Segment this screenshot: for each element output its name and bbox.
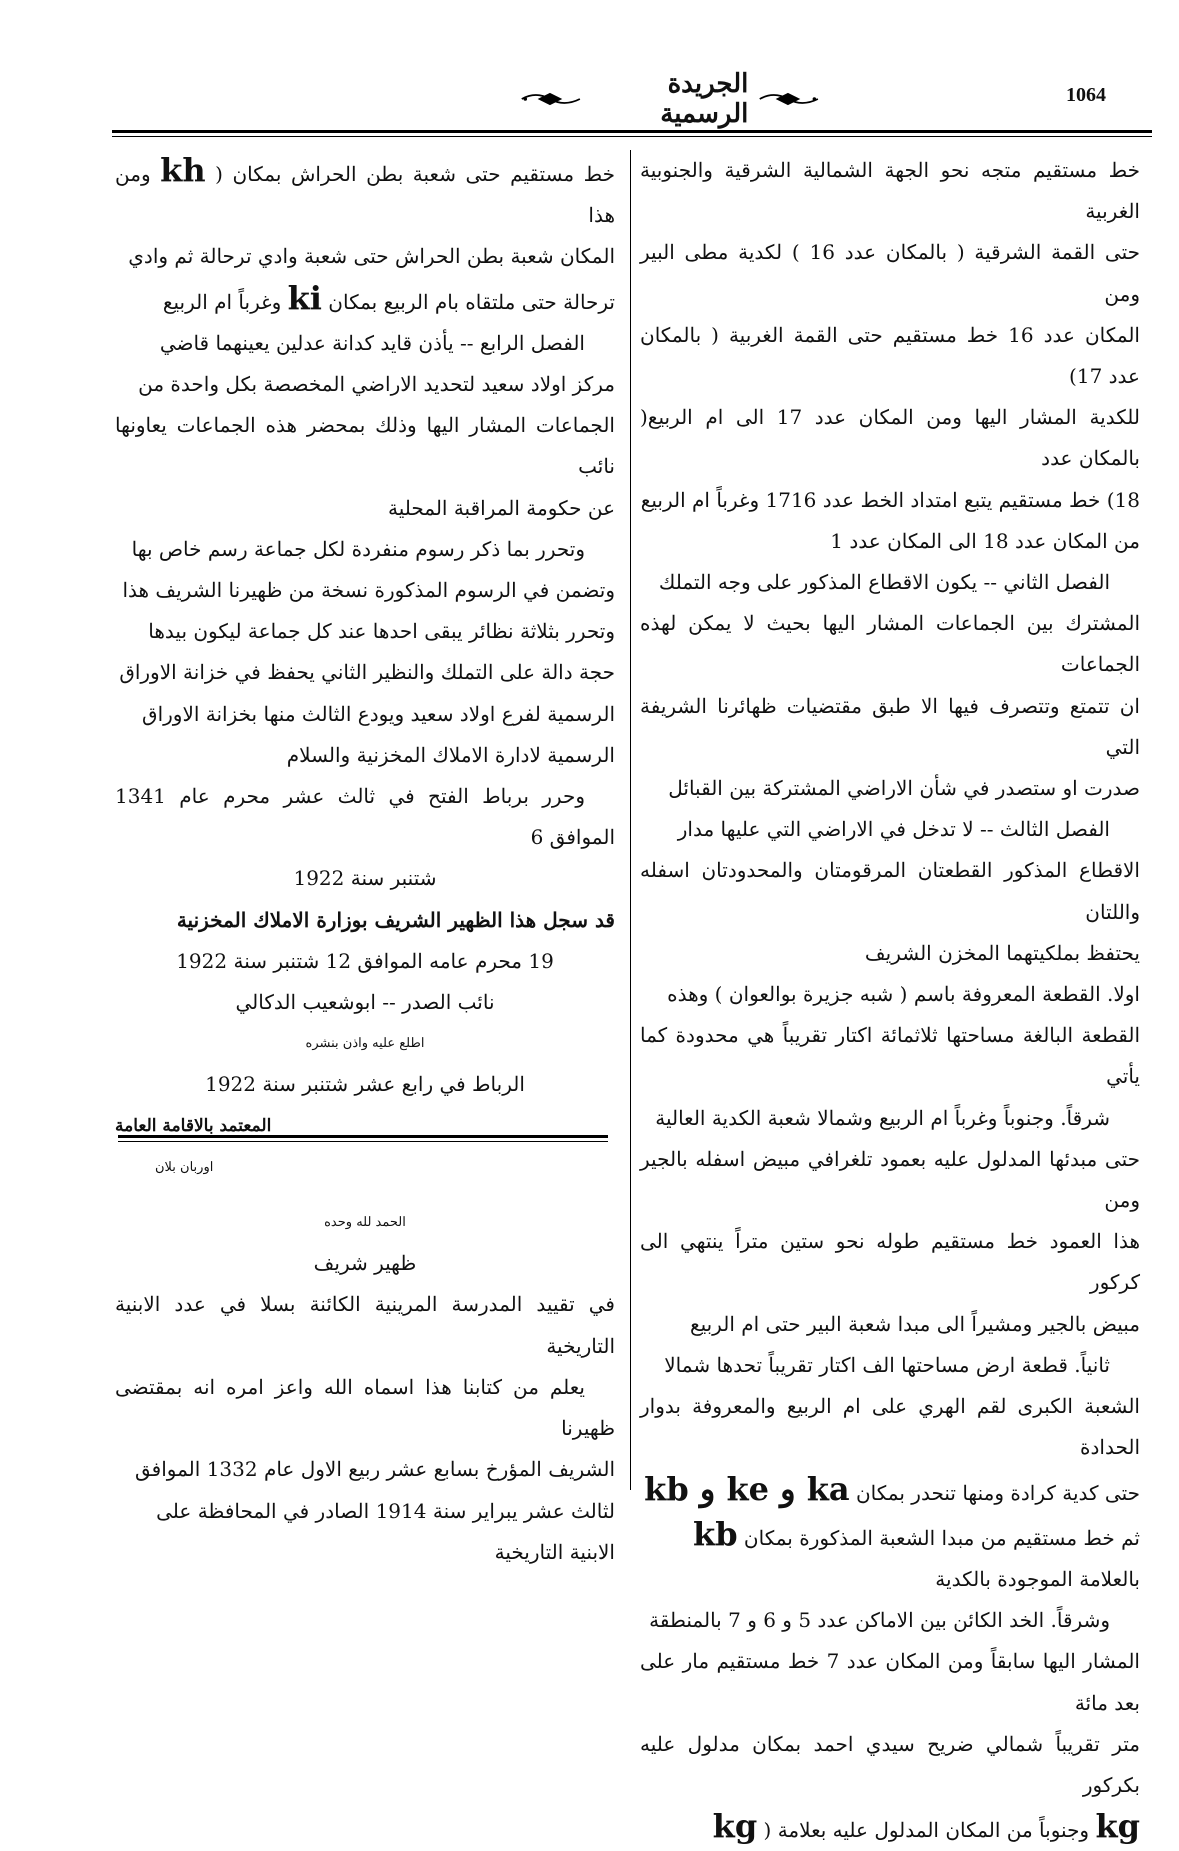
paragraph-line: حجة دالة على التملك والنظير الثاني يحفظ في خزانة الاوراق (119, 660, 615, 685)
paragraph-line: عن حكومة المراقبة المحلية (387, 495, 615, 520)
line-text: حتى كدية كرادة ومنها تنحدر بمكان (855, 1480, 1140, 1505)
paragraph-line: الرسمية لادارة الاملاك المخزنية والسلام (286, 742, 615, 767)
line-text: ثم خط مستقيم من مبدا الشعبة المذكورة بمكان (743, 1525, 1140, 1550)
section-rule-thin (118, 1141, 608, 1142)
paragraph-line: القطعة البالغة مساحتها ثلاثمائة اكتار تقريباً هي محدودة كما يأتي (640, 1023, 1140, 1089)
paragraph-line: وتحرر بما ذكر رسوم منفردة لكل جماعة رسم خاص بها (131, 536, 585, 561)
marker-code: kb (693, 1514, 738, 1553)
marker-code: ki (287, 278, 322, 317)
left-column (115, 150, 615, 1573)
paragraph-line: ان تتمتع وتتصرف فيها الا طبق مقتضيات ظهائرنا الشريفة التي (640, 693, 1140, 759)
paragraph-line: ثانياً. قطعة ارض مساحتها الف اكتار تقريباً تحدها شمالا (664, 1352, 1110, 1377)
signatory-line: نائب الصدر -- ابوشعيب الدكالي (235, 990, 495, 1015)
masthead (520, 69, 820, 129)
line-text: وجنوباً من المكان المدلول عليه بعلامة ( (763, 1818, 1090, 1843)
paragraph-line: الابنية التاريخية (494, 1539, 615, 1564)
paragraph-line: الاقطاع المذكور القطعتان المرقومتان والمحدودتان اسفله واللتان (640, 858, 1140, 924)
paragraph-line: يحتفظ بملكيتهما المخزن الشريف (864, 940, 1140, 965)
registration-line: قد سجل هذا الظهير الشريف بوزارة الاملاك المخزنية (176, 907, 615, 932)
paragraph-line: بالعلامة الموجودة بالكدية (935, 1566, 1140, 1591)
paragraph-line: يعلم من كتابنا هذا اسماه الله واعز امره انه بمقتضى ظهيرنا (115, 1374, 615, 1441)
right-ornament-icon (758, 88, 820, 110)
section-rule (118, 1135, 608, 1138)
marker-code: kh (160, 151, 206, 189)
paragraph-line (115, 150, 615, 236)
paragraph-line: متر تقريباً شمالي ضريح سيدي احمد بمكان مدلول عليه بكركور (640, 1731, 1140, 1797)
right-column (640, 150, 1140, 1851)
decree-title: ظهير شريف (313, 1251, 417, 1276)
marker-code: kg (1095, 1807, 1140, 1846)
paragraph-line: لثالث عشر يبراير سنة 1914 الصادر في المحافظة على (156, 1498, 615, 1523)
paragraph-line (640, 1806, 1140, 1851)
paragraph-line: الشريف المؤرخ بسابع عشر ربيع الاول عام 1332 الموافق (134, 1457, 615, 1482)
line-text: خط مستقيم حتى شعبة بطن الحراش بمكان ( (215, 162, 616, 186)
newspaper-title: الجريدة الرسمية (660, 69, 749, 129)
paragraph-line: اولا. القطعة المعروفة باسم ( شبه جزيرة بوالعوان ) وهذه (667, 982, 1140, 1007)
paragraph-line: حتى مبدئها المدلول عليه بعمود تلغرافي مبيض اسفله بالجير ومن (640, 1146, 1140, 1213)
paragraph-line: الجماعات المشار اليها وذلك بمحضر هذه الجماعات يعاونها نائب (115, 413, 615, 479)
column-divider (630, 150, 631, 1490)
date-line: شتنبر سنة 1922 (293, 866, 437, 891)
left-ornament-icon (520, 88, 582, 110)
paragraph-line: هذا العمود خط مستقيم طوله نحو ستين متراً ينتهي الى كركور (640, 1229, 1140, 1295)
paragraph-line: المكان شعبة بطن الحراش حتى شعبة وادي ترحالة ثم وادي (128, 244, 615, 269)
decree-subject: في تقييد المدرسة المرينية الكائنة بسلا في عدد الابنية التاريخية (115, 1292, 615, 1358)
paragraph-line: من المكان عدد 18 الى المكان عدد 1 (830, 528, 1140, 553)
paragraph-line (115, 278, 615, 323)
resident-general-name: اوربان بلان (155, 1159, 214, 1175)
publication-approval: اطلع عليه واذن بنشره (305, 1036, 425, 1052)
section-heading-line: الفصل الثالث -- لا تدخل في الاراضي التي عليها مدار (677, 817, 1110, 842)
line-text: وغرباً ام الربيع (162, 289, 282, 314)
line-text: ومن هذا (115, 162, 615, 228)
header-rule (112, 130, 1152, 133)
paragraph-line: 18) خط مستقيم يتبع امتداد الخط عدد 1716 وغرباً ام الربيع (640, 487, 1140, 512)
paragraph-line: الرسمية لفرع اولاد سعيد ويودع الثالث منها بخزانة الاوراق (142, 701, 615, 726)
paragraph-line: المشترك بين الجماعات المشار اليها بحيث لا يمكن لهذه الجماعات (640, 611, 1140, 677)
paragraph-line: مبيض بالجير ومشيراً الى مبدا شعبة البير حتى ام الربيع (689, 1311, 1140, 1336)
paragraph-line (640, 1514, 1140, 1559)
paragraph-line: المشار اليها سابقاً ومن المكان عدد 7 خط مستقيم مار على بعد مائة (640, 1649, 1140, 1715)
marker-code: kb و ke و ka (644, 1469, 850, 1508)
paragraph-line: المكان عدد 16 خط مستقيم حتى القمة الغربية ( بالمكان عدد 17) (640, 322, 1140, 389)
page-number: 1064 (1066, 84, 1106, 106)
paragraph-line: صدرت او ستصدر في شأن الاراضي المشتركة بين القبائل (668, 776, 1140, 801)
date-line: وحرر برباط الفتح في ثالث عشر محرم عام 1341 الموافق 6 (115, 784, 615, 850)
paragraph-line: الشعبة الكبرى لقم الهري على ام الربيع والمعروفة بدوار الحدادة (640, 1394, 1140, 1460)
header-rule-thin (112, 136, 1152, 137)
section-heading-line: الفصل الثاني -- يكون الاقطاع المذكور على وجه التملك (658, 570, 1110, 595)
paragraph-line: خط مستقيم متجه نحو الجهة الشمالية الشرقية والجنوبية الغربية (640, 158, 1140, 224)
registration-date: 19 محرم عامه الموافق 12 شتنبر سنة 1922 (176, 948, 554, 973)
paragraph-line: للكدية المشار اليها ومن المكان عدد 17 الى ام الربيع( بالمكان عدد (640, 405, 1140, 471)
marker-code: kg (712, 1807, 758, 1846)
invocation: الحمد لله وحده (324, 1215, 406, 1231)
publication-date: الرباط في رابع عشر شتنبر سنة 1922 (205, 1072, 525, 1097)
paragraph-line: وتحرر بثلاثة نظائر يبقى احدها عند كل جماعة ليكون بيدها (148, 619, 615, 644)
paragraph-line (640, 1469, 1140, 1514)
paragraph-line: وتضمن في الرسوم المذكورة نسخة من ظهيرنا الشريف هذا (122, 578, 615, 603)
paragraph-line: شرقاً. وجنوباً وغرباً ام الربيع وشمالا شعبة الكدية العالية (655, 1105, 1110, 1130)
paragraph-line: حتى القمة الشرقية ( بالمكان عدد 16 ) لكدية مطى البير ومن (640, 240, 1140, 306)
section-heading-line: الفصل الرابع -- يأذن قايد كدانة عدلين يعينهما قاضي (159, 330, 585, 355)
line-text: ترحالة حتى ملتقاه بام الربيع بمكان (328, 289, 615, 314)
resident-general-title: المعتمد بالاقامة العامة (115, 1115, 272, 1136)
paragraph-line: وشرقاً. الخد الكائن بين الاماكن عدد 5 و 6 و 7 بالمنطقة (649, 1608, 1110, 1633)
paragraph-line: مركز اولاد سعيد لتحديد الاراضي المخصصة بكل واحدة من (138, 372, 615, 397)
